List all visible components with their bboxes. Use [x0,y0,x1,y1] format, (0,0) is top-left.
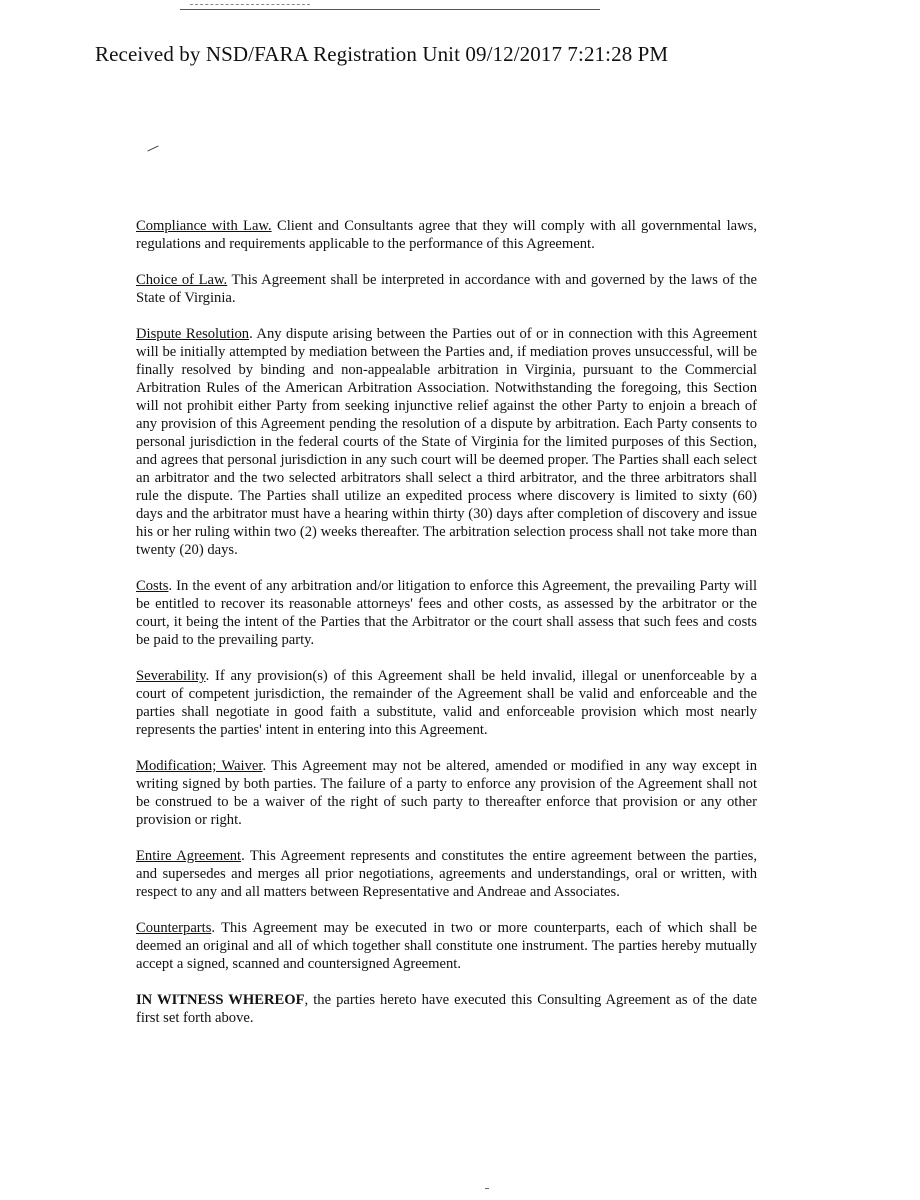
scan-artifact-mark [147,146,158,152]
section-text: Client and Consultants agree that they will comply with all governmental laws, regulations and requirements applicable to the performance of this Agreement. [136,218,757,252]
section-text: . In the event of any arbitration and/or litigation to enforce this Agreement, the prevailing Party will be entitled to recover its reasonable attorneys' fees and other costs, as assessed by the arbitrator or the court, it being the intent of the Parties that the Arbitrator or the court shall assess that such fees and costs be paid to the prevailing party. [136,578,757,648]
section-text: This Agreement shall be interpreted in accordance with and governed by the laws of the State of Virginia. [136,272,757,306]
section-heading: Severability [136,668,206,684]
section-text: . This Agreement may be executed in two or more counterparts, each of which shall be deemed an original and all of which together shall constitute one instrument. The parties hereby mutually accept a signed, scanned and countersigned Agreement. [136,920,757,972]
section-entire-agreement [136,847,757,901]
section-severability [136,667,757,739]
section-heading: Counterparts [136,920,212,936]
section-heading: Dispute Resolution [136,326,250,342]
witness-heading: IN WITNESS WHEREOF [136,992,305,1008]
section-heading: Entire Agreement [136,848,242,864]
scan-artifact-line [190,4,310,5]
section-heading: Choice of Law. [136,272,228,288]
section-heading: Modification; Waiver [136,758,263,774]
section-text: . If any provision(s) of this Agreement shall be held invalid, illegal or unenforceable by a court of competent jurisdiction, the remainder of the Agreement shall be valid and enforceable and the parties shall negotiate in good faith a substitute, valid and enforceable provision which most nearly represents the parties' intent in entering into this Agreement. [136,668,757,738]
scan-artifact-dot [485,1188,489,1189]
section-compliance-with-law [136,217,757,253]
section-text: . This Agreement represents and constitutes the entire agreement between the parties, and supersedes and merges all prior negotiations, agreements and understandings, oral or written, with respect to any and all matters between Representative and Andreae and Associates. [136,848,757,900]
section-costs [136,577,757,649]
section-dispute-resolution [136,325,757,559]
received-stamp: Received by NSD/FARA Registration Unit 09/12/2017 7:21:28 PM [95,42,669,66]
witness-clause [136,991,757,1027]
section-choice-of-law [136,271,757,307]
agreement-body [136,217,757,1045]
section-heading: Compliance with Law. [136,218,272,234]
witness-text: , the parties hereto have executed this Consulting Agreement as of the date first set forth above. [136,992,757,1026]
section-counterparts [136,919,757,973]
top-rule [180,9,600,10]
section-text: . This Agreement may not be altered, amended or modified in any way except in writing signed by both parties. The failure of a party to enforce any provision of the Agreement shall not be construed to be a waiver of the right of such party to thereafter enforce that provision or any other provision or right. [136,758,757,828]
section-heading: Costs [136,578,169,594]
section-text: . Any dispute arising between the Parties out of or in connection with this Agreement will be initially attempted by mediation between the Parties and, if mediation proves unsuccessful, will be finally resolved by binding and non-appealable arbitration in Virginia, pursuant to the Commercial Arbitration Rules of the American Arbitration Association. Notwithstanding the foregoing, this Section will not prohibit either Party from seeking injunctive relief against the other Party to enjoin a breach of any provision of this Agreement pending the resolution of a dispute by arbitration. Each Party consents to personal jurisdiction in the federal courts of the State of Virginia for the limited purposes of this Section, and agrees that personal jurisdiction in any such court will be deemed proper. The Parties shall each select an arbitrator and the two selected arbitrators shall select a third arbitrator, and the three arbitrators shall rule the dispute. The Parties shall utilize an expedited process where discovery is limited to sixty (60) days and the arbitrator must have a hearing within thirty (30) days after completion of discovery and issue his or her ruling within two (2) weeks thereafter. The arbitration selection process shall not take more than twenty (20) days. [136,326,757,558]
section-modification-waiver [136,757,757,829]
